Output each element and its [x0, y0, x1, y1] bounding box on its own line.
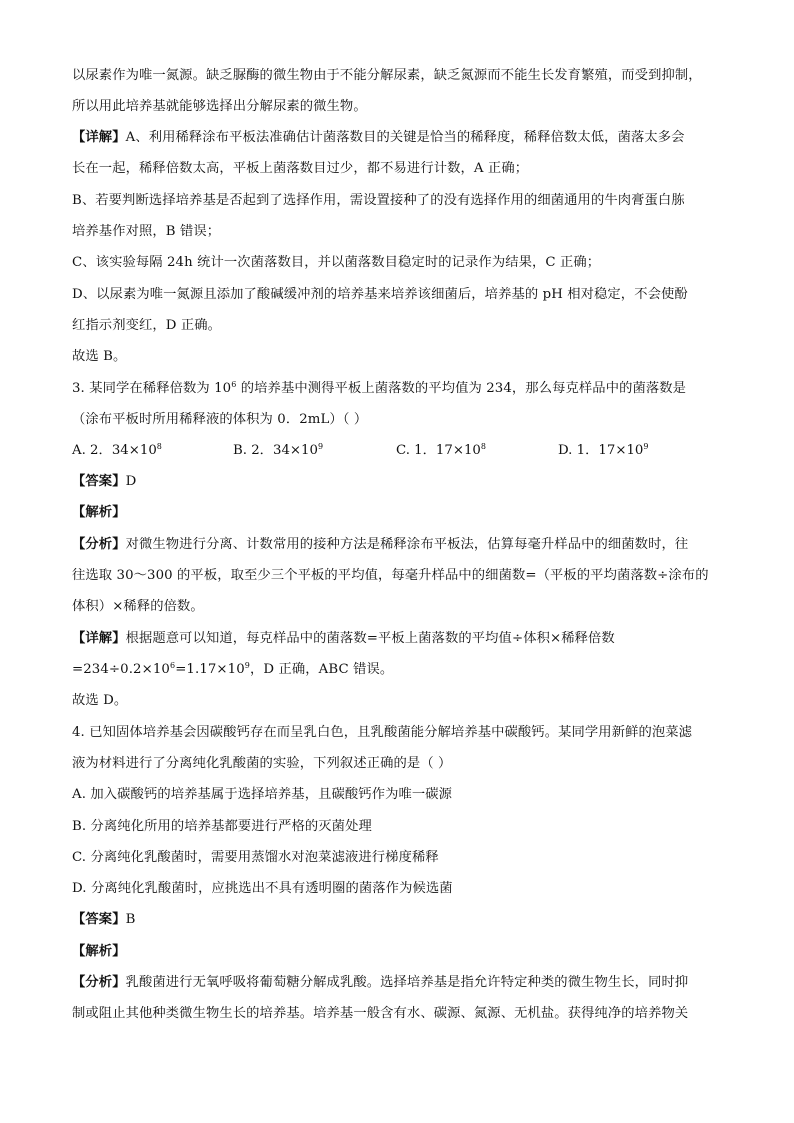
analysis-paragraph — [72, 535, 742, 555]
option-a: A. 加入碳酸钙的培养基属于选择培养基，且碳酸钙作为唯一碳源 — [72, 787, 453, 802]
analysis-sub-tag: 【分析】 — [72, 537, 126, 552]
option-d — [558, 441, 648, 461]
option-a — [72, 441, 162, 461]
text-segment: 3. 某同学在稀释倍数为 10 — [72, 381, 232, 396]
text-line: D、以尿素为唯一氮源且添加了酸碱缓冲剂的培养基来培养该细菌后，培养基的 pH 相对稳定，不会使酚 — [72, 287, 688, 302]
text-line: C、该实验每隔 24h 统计一次菌落数目，并以菌落数目稳定时的记录作为结果，C 正确； — [72, 255, 601, 270]
text-segment: =1.17×10 — [175, 662, 245, 677]
text-line: （涂布平板时所用稀释液的体积为 0．2mL）（ ） — [72, 412, 368, 427]
text-segment: =234÷0.2×10 — [72, 662, 170, 677]
option-d: D. 分离纯化乳酸菌时，应挑选出不具有透明圈的菌落作为候选菌 — [72, 881, 453, 896]
detail-tag: 【详解】 — [72, 130, 126, 145]
analysis-heading — [72, 503, 742, 523]
text-line: 培养基作对照，B 错误； — [72, 224, 221, 239]
question-3-stem — [72, 379, 742, 399]
answer-tag: 【答案】 — [72, 474, 126, 489]
detail-paragraph — [72, 128, 742, 148]
option-text: B. 2．34×10 — [233, 443, 318, 458]
analysis-sub-tag: 【分析】 — [72, 975, 126, 990]
superscript: 6 — [231, 380, 237, 389]
question-4-stem: 4. 已知固体培养基会因碳酸钙存在而呈乳白色，且乳酸菌能分解培养基中碳酸钙。某同学用新鲜的泡菜滤 — [72, 725, 693, 740]
superscript: 6 — [169, 661, 176, 670]
answer-line — [72, 472, 742, 492]
text-line: 所以用此培养基就能够选择出分解尿素的微生物。 — [72, 99, 367, 114]
text-segment: ，D 正确，ABC 错误。 — [250, 662, 394, 677]
analysis-heading — [72, 942, 742, 962]
superscript: 9 — [317, 442, 324, 451]
detail-paragraph — [72, 629, 742, 649]
text-line: 长在一起，稀释倍数太高，平板上菌落数目过少，都不易进行计数，A 正确； — [72, 161, 529, 176]
text-line: B、若要判断选择培养基是否起到了选择作用，需设置接种了的没有选择作用的细菌通用的牛肉膏蛋白胨 — [72, 193, 685, 208]
analysis-tag: 【解析】 — [72, 944, 126, 959]
text-line: 往选取 30～300 的平板，取至少三个平板的平均值，每毫升样品中的细菌数=（平板的平均菌落数÷涂布的 — [72, 568, 709, 583]
text-segment: 的培养基中测得平板上菌落数的平均值为 234，那么每克样品中的菌落数是 — [236, 381, 687, 396]
answer-line — [72, 910, 742, 930]
text-line: 故选 D。 — [72, 693, 128, 708]
text-line: 故选 B。 — [72, 349, 127, 364]
text-line: 红指示剂变红，D 正确。 — [72, 318, 222, 333]
option-text: A. 2．34×10 — [72, 443, 157, 458]
answer-value: D — [125, 474, 137, 489]
analysis-paragraph — [72, 973, 742, 993]
analysis-tag: 【解析】 — [72, 505, 126, 520]
option-text: C. 1．17×10 — [396, 443, 481, 458]
option-c — [396, 441, 486, 461]
answer-tag: 【答案】 — [72, 912, 126, 927]
text-line: 制或阻止其他种类微生物生长的培养基。培养基一般含有水、碳源、氮源、无机盐。获得纯净的培养物关 — [72, 1006, 689, 1021]
option-b: B. 分离纯化所用的培养基都要进行严格的灭菌处理 — [72, 819, 372, 834]
superscript: 8 — [156, 442, 162, 451]
text-line: 以尿素作为唯一氮源。缺乏脲酶的微生物由于不能分解尿素，缺乏氮源而不能生长发育繁殖，而受到抑制， — [72, 68, 702, 83]
text-line: 乳酸菌进行无氧呼吸将葡萄糖分解成乳酸。选择培养基是指允许特定种类的微生物生长，同时抑 — [125, 975, 689, 990]
superscript: 8 — [480, 442, 486, 451]
formula-line — [72, 660, 742, 680]
text-line: 液为材料进行了分离纯化乳酸菌的实验，下列叙述正确的是（ ） — [72, 756, 452, 771]
text-line: 根据题意可以知道，每克样品中的菌落数=平板上菌落数的平均值÷体积×稀释倍数 — [125, 631, 615, 646]
answer-value: B — [125, 912, 136, 927]
superscript: 9 — [643, 442, 649, 451]
superscript: 9 — [244, 661, 250, 670]
text-line: 对微生物进行分离、计数常用的接种方法是稀释涂布平板法，估算每毫升样品中的细菌数时，往 — [125, 537, 689, 552]
text-line: 体积）×稀释的倍数。 — [72, 599, 204, 614]
option-b — [233, 441, 323, 461]
option-text: D. 1．17×10 — [558, 443, 644, 458]
detail-tag: 【详解】 — [72, 631, 126, 646]
option-c: C. 分离纯化乳酸菌时，需要用蒸馏水对泡菜滤液进行梯度稀释 — [72, 850, 439, 865]
text-line: A、利用稀释涂布平板法准确估计菌落数目的关键是恰当的稀释度，稀释倍数太低，菌落太多会 — [125, 130, 685, 145]
